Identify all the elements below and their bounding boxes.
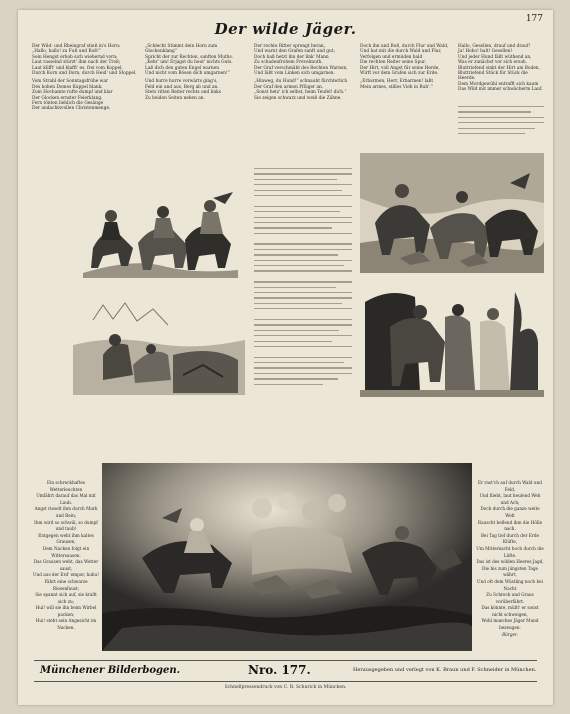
footer-divider: [34, 660, 537, 661]
sheet-number: Nro. 177.: [248, 663, 311, 677]
verse-line: Laß dich den guten Engel warnen: [145, 65, 219, 71]
verse-line: „Hinweg, du Hund!“ schnaubt fürchterlich: [254, 79, 348, 85]
verse-line: Und hurre hurre vorwärts ging's,: [145, 79, 218, 85]
verse-line: Dem Nacken folgt ein Wittersausen.: [42, 545, 90, 558]
page-number: 177: [525, 14, 543, 24]
text-column-bottom-right: [476, 480, 544, 638]
verse-line: „Sonst hetz' ich selbst, beim Teufel! dich.“: [254, 90, 347, 96]
verse-line: Der Hirt, voll Angst für seine Herde,: [360, 65, 440, 71]
verse-line: Das Grausen weht, das Wetter saust,: [33, 559, 99, 571]
verse-line: Laut klifft' und klafft' es, frei vom Koppel,: [32, 65, 123, 71]
verse-line: Um Mitternacht hoch durch die Lüfte.: [476, 545, 544, 558]
text-column-1: [32, 44, 138, 115]
verse-line: Zu Schreck und Graus vorüberfährt.: [486, 592, 534, 604]
text-column-4: [360, 44, 450, 93]
verse-line: Sein Hengst erhob sich wiehernd vorn;: [32, 54, 118, 60]
author-signature: Bürger.: [502, 631, 518, 637]
verse-line: Spricht der zur Rechten, sanften Muths.: [145, 54, 234, 60]
verse-line: Wohl manches Jäger Mund bezeugen.: [481, 618, 539, 631]
verse-line: „Hallo, hallo! zu Fuß und Roß!“: [32, 49, 102, 55]
verse-line: Ja! Hoho! halt! Gesellen!: [458, 49, 513, 55]
verse-line: Feld ein und aus, Berg ab und an.: [145, 84, 219, 90]
verse-line: „Erbarmen, Herr, Erbarmen! laßt: [360, 79, 434, 85]
broadsheet-page: [18, 10, 553, 705]
verse-line: Hallo, Gesellen, drauf und drauf!: [458, 44, 531, 49]
page-title: Der wilde Jäger.: [214, 20, 357, 38]
text-column-5: [458, 44, 546, 96]
verse-line: Der rechte Ritter sprengt heran,: [254, 44, 326, 49]
verse-line: Das könnte, müßt' er sonst nicht schweigen,: [481, 605, 539, 617]
verse-line: „Schlecht Stimmt dein Horn zum Glockenklang“: [145, 44, 218, 55]
verse-line: Die bis zum jüngsten Tage währt,: [481, 565, 539, 578]
verse-line: Mein armes, stilles Vieh in Ruh'.“: [360, 84, 433, 90]
verse-line: Und warnt den Grafen sanft und gut;: [254, 49, 335, 55]
verse-line: Der Glocken ernster Feierklang.: [32, 95, 103, 101]
illustration-hunt-riders: [73, 178, 243, 278]
verse-line: Bluttriefend sinkt der Hirt am Boden,: [458, 65, 540, 71]
verse-line: Das ist des wilden Heeres Jagd,: [476, 559, 544, 565]
verse-line: Der Graf verschmäht des Rechten Warnen,: [254, 65, 348, 71]
verse-line: Vom Strahl der Sonntagsfrühe war: [32, 79, 108, 85]
verse-line: Sie spannt sich auf, sie krallt sich zu;: [35, 592, 97, 604]
verse-line: Doch ihn und Roß, durch Flur und Wald,: [360, 44, 449, 49]
illustration-hermit-scene: [360, 282, 544, 397]
verse-line: Hui! will sie ihn beim Wirbel packen;: [35, 605, 97, 617]
text-column-3-continued: [254, 168, 352, 389]
verse-line: Zu schadenfrohem Frevelmuth.: [254, 60, 323, 66]
verse-line: Entgegen weht ihm kaltes Grausen,: [38, 532, 94, 545]
verse-line: Durch Korn und Dorn, durch Heid' und Stoppel.: [32, 71, 137, 77]
verse-line: Fährt eine schwarze Riesenfaust;: [44, 578, 88, 591]
verse-line: Der Graf den armen Pflüger an.: [254, 84, 324, 90]
verse-line: Und läßt vom Linken sich umgarnen.: [254, 71, 335, 77]
verse-line: Angst rieselt ihm durch Mark und Bein;: [34, 506, 98, 518]
verse-line: Verfolgen und ermüden bald: [360, 54, 423, 60]
verse-line: Und aus der Erd' empor, huhu!: [33, 572, 99, 578]
verse-line: Und jeder Hund fällt wüthend an,: [458, 54, 532, 60]
text-column-bottom-left: [32, 480, 100, 632]
verse-line: Stets ritten Reiter rechts und links: [145, 90, 221, 96]
verse-line: Die rechten Reiter seine Spur.: [360, 60, 426, 66]
verse-line: Und nicht vom Bösen dich umgarnen!“: [145, 71, 230, 77]
text-column-3: [254, 44, 354, 104]
verse-line: Dem Mordgewühl entrafft sich kaum: [458, 81, 539, 87]
verse-line: Was er zunächst vor sich ersah.: [458, 60, 528, 66]
verse-line: Hui! steht sein Angesicht im Nacken.: [35, 618, 97, 631]
verse-line: Und oft dem Wüstling noch bei Nacht: [477, 578, 543, 591]
publisher-line: Herausgegeben und verlegt von K. Braun und F. Schneider in München.: [353, 667, 537, 673]
series-title: Münchener Bilderbogen.: [40, 665, 181, 676]
verse-line: Zum Hochamte rufte dumpf und klar: [32, 90, 113, 96]
verse-line: Umfährt darauf das Mal mit Laub.: [36, 493, 96, 505]
verse-line: Sie zeigen schwarz und weiß die Zähne.: [254, 95, 342, 101]
text-column-2: [145, 44, 247, 104]
verse-line: Der Wild- und Rheingraf stieß in's Horn:: [32, 44, 121, 49]
verse-line: Und hat mit die durch Wald und Flur,: [360, 49, 442, 55]
text-column-5-continued: [458, 106, 544, 138]
verse-line: Und flieht, laut heulend Weh und Ach;: [479, 493, 541, 505]
verse-line: Zu beiden Seiten neben an.: [145, 95, 205, 101]
verse-line: Doch durch die ganze weite Welt: [480, 506, 540, 518]
verse-line: Der andachtsvollen Christenmenge.: [32, 106, 111, 112]
verse-line: Des hohen Domes Kuppel blank.: [32, 84, 103, 90]
printer-line: Schnellpressendruck von C. R. Schurich in München.: [224, 685, 347, 690]
verse-line: Ihm wird so schwül, so dumpf und taub!: [34, 519, 98, 532]
verse-line: Laut rasselnd stürzt' ihm nach der Troß;: [32, 60, 121, 66]
illustration-hunt-with-dogs: [360, 153, 544, 273]
footer-divider-lower: [34, 681, 537, 682]
verse-line: Das Wild mit immer schwächerm Lauf.: [458, 87, 543, 93]
verse-line: Doch baß hetzt ihn der link' Mann: [254, 54, 329, 60]
verse-line: Rauscht bellend ihm die Hölle nach.: [477, 519, 543, 532]
verse-line: Bei Tag tief durch der Erde Klüfte,: [480, 532, 540, 545]
verse-line: „Kehr' um! Erjagst du heut' nichts Guts.: [145, 60, 233, 66]
illustration-wild-hunt-sky: [102, 463, 472, 651]
verse-line: Bluttriefend Stück für Stück die Heerde.: [458, 71, 528, 82]
verse-line: Er rast'ch auf durch Wald und Feld,: [478, 480, 542, 492]
illustration-kneeling-peasant: [73, 285, 245, 395]
verse-line: Ein schreckhaftes Wetterleuchten: [46, 480, 86, 492]
verse-line: Wirft vor dem Grafen sich zur Erde.: [360, 71, 439, 77]
verse-line: Fern tönten lieblich die Gesänge: [32, 101, 104, 107]
